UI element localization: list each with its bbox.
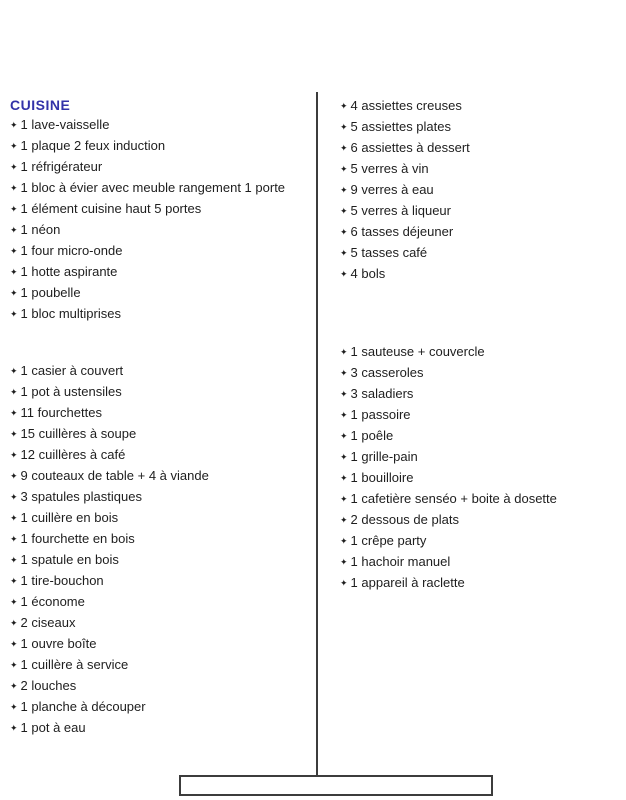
list-item (340, 180, 620, 201)
bullet-icon: ✦ (10, 288, 18, 298)
list-item (10, 550, 312, 571)
page-title: CUISINE (10, 97, 71, 113)
list-item (10, 199, 312, 220)
list-item (340, 468, 620, 489)
list-item (10, 445, 312, 466)
bullet-icon: ✦ (10, 471, 18, 481)
bullet-icon: ✦ (10, 162, 18, 172)
bullet-icon: ✦ (10, 450, 18, 460)
bullet-icon: ✦ (340, 515, 348, 525)
bullet-icon: ✦ (10, 366, 18, 376)
list-item (340, 342, 620, 363)
left-column (10, 96, 312, 739)
item-label: 1 bloc multiprises (20, 306, 121, 321)
right-list-cookware (340, 342, 620, 594)
bullet-icon: ✦ (340, 410, 348, 420)
item-label: 1 économe (20, 594, 85, 609)
item-label: 1 réfrigérateur (20, 159, 103, 174)
list-item (10, 115, 312, 136)
item-label: 3 spatules plastiques (20, 489, 142, 504)
list-item (340, 405, 620, 426)
item-label: 12 cuillères à café (20, 447, 126, 462)
bullet-icon: ✦ (340, 368, 348, 378)
item-label: 3 casseroles (350, 365, 424, 380)
list-item (10, 424, 312, 445)
bullet-icon: ✦ (10, 702, 18, 712)
item-label: 1 bouilloire (350, 470, 414, 485)
bullet-icon: ✦ (10, 267, 18, 277)
item-label: 1 lave-vaisselle (20, 117, 110, 132)
item-label: 6 tasses déjeuner (350, 224, 454, 239)
item-label: 5 tasses café (350, 245, 428, 260)
list-item (10, 592, 312, 613)
left-list-appliances (10, 115, 312, 325)
item-label: 9 couteaux de table + 4 à viande (20, 468, 209, 483)
bullet-icon: ✦ (340, 452, 348, 462)
bullet-icon: ✦ (340, 494, 348, 504)
column-divider (316, 92, 318, 776)
bullet-icon: ✦ (340, 143, 348, 153)
list-item (340, 201, 620, 222)
bullet-icon: ✦ (10, 120, 18, 130)
list-item (340, 426, 620, 447)
list-item (10, 178, 312, 199)
list-item (10, 403, 312, 424)
left-list-utensils (10, 361, 312, 739)
bullet-icon: ✦ (10, 576, 18, 586)
item-label: 1 grille-pain (350, 449, 418, 464)
list-item (10, 508, 312, 529)
list-item (10, 241, 312, 262)
bullet-icon: ✦ (10, 723, 18, 733)
item-label: 1 poubelle (20, 285, 81, 300)
list-item (340, 531, 620, 552)
list-item (340, 96, 620, 117)
list-item (10, 655, 312, 676)
bullet-icon: ✦ (340, 122, 348, 132)
list-item (340, 138, 620, 159)
list-item (340, 573, 620, 594)
bullet-icon: ✦ (10, 618, 18, 628)
list-item (340, 264, 620, 285)
item-label: 1 cuillère en bois (20, 510, 119, 525)
list-item (10, 262, 312, 283)
item-label: 1 casier à couvert (20, 363, 124, 378)
bullet-icon: ✦ (10, 681, 18, 691)
list-item (340, 363, 620, 384)
item-label: 1 cafetière senséo + boite à dosette (350, 491, 557, 506)
list-item (340, 243, 620, 264)
bullet-icon: ✦ (10, 246, 18, 256)
item-label: 1 pot à eau (20, 720, 86, 735)
bullet-icon: ✦ (10, 513, 18, 523)
item-label: 5 verres à vin (350, 161, 429, 176)
bullet-icon: ✦ (340, 389, 348, 399)
item-label: 1 hachoir manuel (350, 554, 451, 569)
bullet-icon: ✦ (340, 185, 348, 195)
item-label: 1 fourchette en bois (20, 531, 135, 546)
item-label: 1 four micro-onde (20, 243, 123, 258)
item-label: 2 dessous de plats (350, 512, 459, 527)
item-label: 1 spatule en bois (20, 552, 119, 567)
list-item (10, 136, 312, 157)
bullet-icon: ✦ (10, 141, 18, 151)
bullet-icon: ✦ (340, 101, 348, 111)
list-item (340, 447, 620, 468)
bullet-icon: ✦ (340, 473, 348, 483)
list-item (10, 466, 312, 487)
item-label: 1 ouvre boîte (20, 636, 97, 651)
list-item (10, 676, 312, 697)
bullet-icon: ✦ (10, 429, 18, 439)
bullet-icon: ✦ (10, 225, 18, 235)
bullet-icon: ✦ (340, 536, 348, 546)
bullet-icon: ✦ (10, 639, 18, 649)
bullet-icon: ✦ (340, 248, 348, 258)
list-item (340, 117, 620, 138)
list-item (10, 571, 312, 592)
list-item (10, 613, 312, 634)
list-item (340, 489, 620, 510)
bullet-icon: ✦ (10, 204, 18, 214)
item-label: 11 fourchettes (20, 405, 102, 420)
item-label: 4 assiettes creuses (350, 98, 462, 113)
bullet-icon: ✦ (340, 269, 348, 279)
item-label: 1 poêle (350, 428, 394, 443)
right-list-tableware (340, 96, 620, 285)
footer-box (179, 775, 493, 796)
list-item (10, 157, 312, 178)
bullet-icon: ✦ (10, 309, 18, 319)
item-label: 1 cuillère à service (20, 657, 129, 672)
bullet-icon: ✦ (10, 534, 18, 544)
bullet-icon: ✦ (340, 206, 348, 216)
item-label: 1 hotte aspirante (20, 264, 118, 279)
item-label: 15 cuillères à soupe (20, 426, 137, 441)
bullet-icon: ✦ (340, 578, 348, 588)
item-label: 1 néon (20, 222, 61, 237)
item-label: 1 planche à découper (20, 699, 146, 714)
item-label: 1 pot à ustensiles (20, 384, 122, 399)
bullet-icon: ✦ (340, 557, 348, 567)
list-item (340, 510, 620, 531)
item-label: 2 ciseaux (20, 615, 76, 630)
list-item (10, 718, 312, 739)
bullet-icon: ✦ (10, 597, 18, 607)
item-label: 1 élément cuisine haut 5 portes (20, 201, 202, 216)
list-item (340, 552, 620, 573)
item-label: 1 tire-bouchon (20, 573, 104, 588)
item-label: 3 saladiers (350, 386, 414, 401)
bullet-icon: ✦ (10, 492, 18, 502)
bullet-icon: ✦ (10, 555, 18, 565)
bullet-icon: ✦ (10, 408, 18, 418)
item-label: 6 assiettes à dessert (350, 140, 470, 155)
list-item (10, 487, 312, 508)
item-label: 1 crêpe party (350, 533, 427, 548)
list-item (10, 697, 312, 718)
list-item (10, 634, 312, 655)
list-item (340, 222, 620, 243)
list-item (10, 283, 312, 304)
item-label: 9 verres à eau (350, 182, 434, 197)
bullet-icon: ✦ (340, 431, 348, 441)
list-item (340, 384, 620, 405)
list-item (10, 220, 312, 241)
list-item (10, 304, 312, 325)
bullet-icon: ✦ (340, 347, 348, 357)
item-label: 1 passoire (350, 407, 411, 422)
list-item (10, 382, 312, 403)
right-column (340, 96, 620, 594)
list-item (10, 361, 312, 382)
bullet-icon: ✦ (10, 387, 18, 397)
bullet-icon: ✦ (340, 164, 348, 174)
bullet-icon: ✦ (10, 660, 18, 670)
item-label: 4 bols (350, 266, 386, 281)
bullet-icon: ✦ (10, 183, 18, 193)
item-label: 1 sauteuse + couvercle (350, 344, 485, 359)
bullet-icon: ✦ (340, 227, 348, 237)
item-label: 5 assiettes plates (350, 119, 451, 134)
item-label: 5 verres à liqueur (350, 203, 451, 218)
item-label: 2 louches (20, 678, 77, 693)
list-item (10, 529, 312, 550)
item-label: 1 plaque 2 feux induction (20, 138, 166, 153)
list-item (340, 159, 620, 180)
item-label: 1 appareil à raclette (350, 575, 465, 590)
item-label: 1 bloc à évier avec meuble rangement 1 porte (20, 180, 286, 195)
